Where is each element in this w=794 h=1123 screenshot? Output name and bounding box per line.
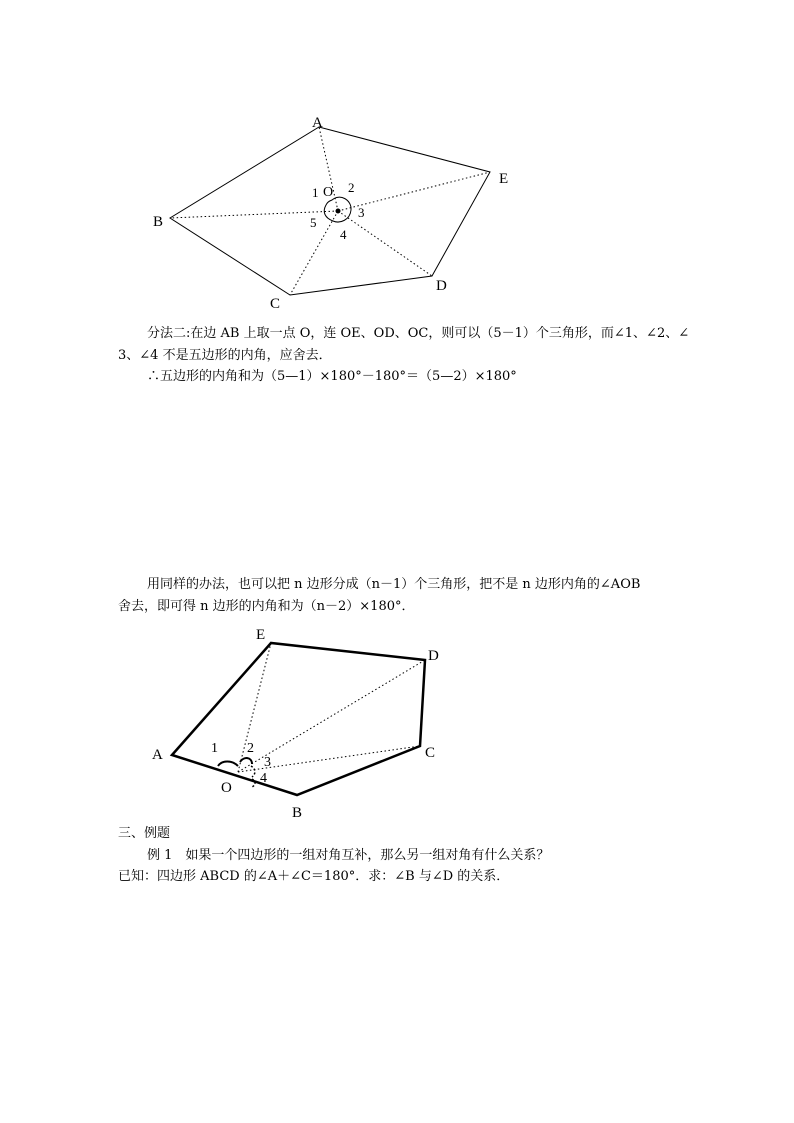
- example-1-given: 已知：四边形 ABCD 的∠A＋∠C＝180°．求：∠B 与∠D 的关系．: [118, 869, 510, 884]
- vertex-label-d: D: [436, 278, 447, 294]
- angle-label-4-2: 4: [260, 771, 267, 786]
- vertex-label-c: C: [270, 296, 281, 312]
- dotted-diagonals-2: [238, 643, 425, 772]
- vertex-label-e-2: E: [256, 627, 266, 643]
- method2-line-1: 分法二:在边 AB 上取一点 O，连 OE、OD、OC，则可以（5－1）个三角形，而∠1、∠2、∠: [147, 326, 690, 341]
- method2-line-3: ∴五边形的内角和为（5—1）×180°－180°＝（5—2）×180°: [147, 369, 517, 384]
- example-1-question: 例 1 如果一个四边形的一组对角互补，那么另一组对角有什么关系？: [147, 848, 550, 863]
- angle-label-3: 3: [358, 205, 365, 220]
- ngon-line-1: 用同样的办法，也可以把 n 边形分成（n－1）个三角形，把不是 n 边形内角的∠AOB: [147, 577, 641, 592]
- vertex-label-c-2: C: [425, 745, 436, 761]
- section-heading-examples: 三、例题: [118, 826, 171, 841]
- vertex-label-b: B: [153, 214, 164, 230]
- vertex-label-e: E: [499, 171, 509, 187]
- angle-label-2-2: 2: [247, 741, 254, 756]
- ngon-line-2: 舍去，即可得 n 边形的内角和为（n－2）×180°．: [118, 599, 415, 614]
- pentagon-outline-bold: [172, 643, 425, 795]
- point-label-o-2: O: [221, 780, 232, 796]
- vertex-label-b-2: B: [292, 805, 303, 821]
- method2-line-2: 3、∠4 不是五边形的内角，应舍去．: [118, 348, 332, 363]
- angle-label-4: 4: [340, 227, 347, 242]
- angle-arcs-dashed-2: [251, 766, 255, 787]
- vertex-label-d-2: D: [428, 648, 439, 664]
- point-label-o: O: [323, 185, 334, 200]
- angle-label-5: 5: [310, 215, 317, 230]
- angle-label-1: 1: [312, 185, 319, 200]
- angle-label-1-2: 1: [211, 741, 218, 756]
- angle-label-3-2: 3: [264, 755, 271, 770]
- angle-label-2: 2: [348, 180, 355, 195]
- vertex-label-a: A: [312, 115, 323, 131]
- vertex-label-a-2: A: [152, 747, 163, 763]
- angle-arcs-2: [218, 758, 252, 766]
